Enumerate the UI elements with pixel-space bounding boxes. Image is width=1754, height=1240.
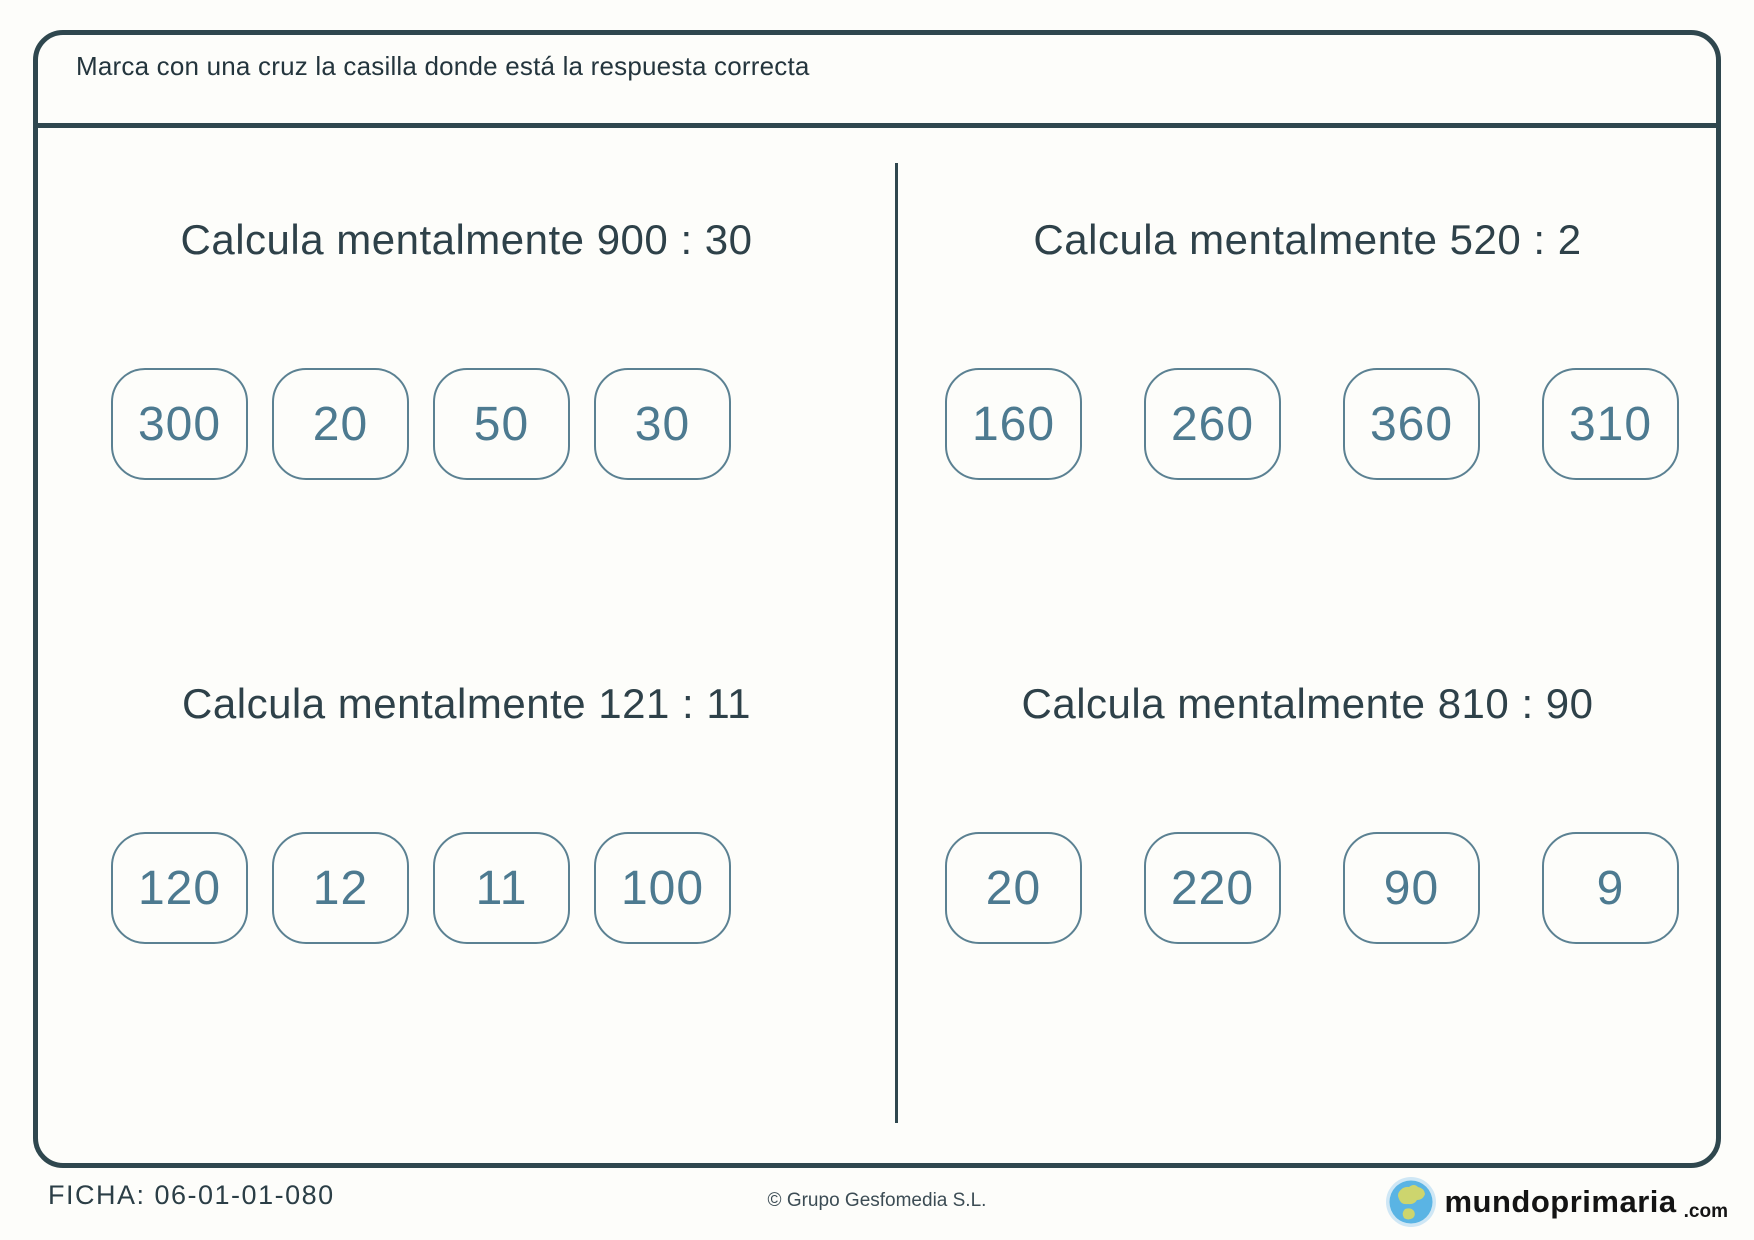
exercise-3-options: [111, 832, 731, 944]
answer-box[interactable]: 300: [111, 368, 248, 480]
mundoprimaria-logo: [1385, 1176, 1728, 1228]
worksheet-frame: [33, 30, 1721, 1168]
answer-box[interactable]: 20: [945, 832, 1082, 944]
answer-box[interactable]: 120: [111, 832, 248, 944]
answer-box[interactable]: 50: [433, 368, 570, 480]
answer-box[interactable]: 90: [1343, 832, 1480, 944]
answer-box[interactable]: 100: [594, 832, 731, 944]
logo-brand-text: mundoprimaria: [1444, 1184, 1677, 1219]
exercise-1-options: [111, 368, 731, 480]
exercise-4-prompt: Calcula mentalmente 810 : 90: [1021, 680, 1594, 727]
answer-box[interactable]: 20: [272, 368, 409, 480]
exercise-2-options: [945, 368, 1679, 480]
answer-box[interactable]: 220: [1144, 832, 1281, 944]
answer-box[interactable]: 12: [272, 832, 409, 944]
answer-box[interactable]: 30: [594, 368, 731, 480]
exercise-3-prompt: Calcula mentalmente 121 : 11: [182, 680, 751, 727]
copyright-text: © Grupo Gesfomedia S.L.: [767, 1190, 987, 1211]
answer-box[interactable]: 11: [433, 832, 570, 944]
logo-tld-text: .com: [1683, 1201, 1728, 1222]
exercise-1-prompt: Calcula mentalmente 900 : 30: [180, 216, 753, 263]
column-divider: [895, 163, 898, 1123]
answer-box[interactable]: 160: [945, 368, 1082, 480]
globe-icon: [1385, 1176, 1437, 1228]
exercise-4-options: [945, 832, 1679, 944]
answer-box[interactable]: 360: [1343, 368, 1480, 480]
answer-box[interactable]: 260: [1144, 368, 1281, 480]
instruction-text: Marca con una cruz la casilla donde está la respuesta correcta: [76, 51, 810, 81]
answer-box[interactable]: 310: [1542, 368, 1679, 480]
answer-box[interactable]: 9: [1542, 832, 1679, 944]
ficha-code: FICHA: 06-01-01-080: [48, 1180, 335, 1210]
instruction-bar: [38, 35, 1716, 128]
exercise-2-prompt: Calcula mentalmente 520 : 2: [1033, 216, 1582, 263]
